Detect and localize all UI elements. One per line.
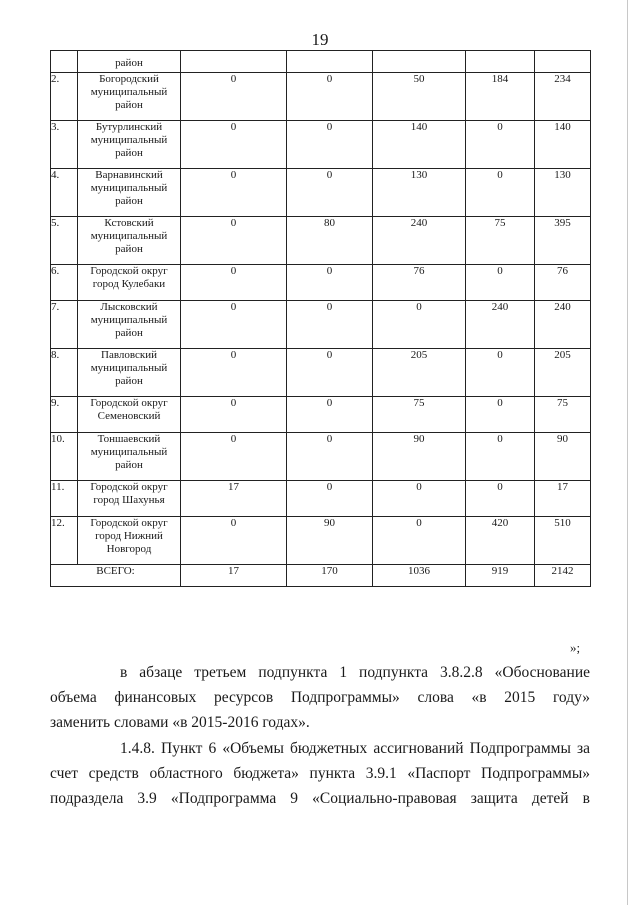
table-cell-value: 0: [466, 265, 535, 301]
table-cell-num: 11.: [51, 481, 78, 517]
table-cell-name: [78, 169, 181, 217]
table-cell-value: 17: [535, 481, 591, 517]
table-cell-value: 90: [373, 433, 466, 481]
table-cell-value: 0: [287, 397, 373, 433]
table-cell-value: 0: [287, 121, 373, 169]
table-cell-value: 50: [373, 73, 466, 121]
table-cell-name-line: муниципальный: [90, 362, 168, 374]
table-cell-name-line: город Нижний: [95, 530, 163, 542]
table-cell-value: 0: [181, 265, 287, 301]
table-cell-value: 90: [535, 433, 591, 481]
total-label: ВСЕГО:: [51, 565, 181, 587]
table-cell-value: 0: [287, 169, 373, 217]
table-cell-name-line: район: [115, 195, 143, 207]
table-cell-value: 0: [181, 217, 287, 265]
table-cell-num: 12.: [51, 517, 78, 565]
page-number: 19: [311, 30, 329, 49]
table-cell-value: 0: [373, 301, 466, 349]
closing-quote-mark: »;: [570, 640, 581, 655]
table-cell-value: 0: [466, 349, 535, 397]
paragraph-line: подраздела 3.9 «Подпрограмма 9 «Социально-правовая защита детей в: [50, 790, 590, 807]
table-cell-value: 0: [466, 481, 535, 517]
table-cell-value: 205: [535, 349, 591, 397]
table-cell-value: 240: [373, 217, 466, 265]
table-cell-value: 0: [181, 121, 287, 169]
table-cell-name-line: муниципальный: [90, 230, 168, 242]
table-cell-name-line: Городской округ: [90, 481, 168, 493]
table-cell-num: 5.: [51, 217, 78, 265]
table-cell-value: 80: [287, 217, 373, 265]
table-cell: [373, 51, 466, 73]
table-cell-value: 0: [181, 169, 287, 217]
paragraph-line: в абзаце третьем подпункта 1 подпункта 3.8.2.8 «Обоснование: [120, 664, 590, 681]
table-cell-value: 205: [373, 349, 466, 397]
scan-edge-line: [627, 0, 628, 905]
table-cell-name-line: Городской округ: [90, 397, 168, 409]
table-cell-num: 3.: [51, 121, 78, 169]
table-cell-name-line: Новгород: [106, 543, 152, 555]
table-cell-value: 140: [535, 121, 591, 169]
table-cell-value: 0: [181, 301, 287, 349]
table-cell-num: 2.: [51, 73, 78, 121]
table-cell-num: 6.: [51, 265, 78, 301]
table-cell-value: 0: [466, 169, 535, 217]
table-cell-value: 90: [287, 517, 373, 565]
table-cell-value: 17: [181, 481, 287, 517]
paragraph-line: счет средств областного бюджета» пункта 3.9.1 «Паспорт Подпрограммы»: [50, 765, 590, 782]
total-value: 1036: [373, 565, 466, 587]
paragraph-line: объема финансовых ресурсов Подпрограммы» слова «в 2015 году»: [50, 689, 590, 706]
table-cell-name-line: Городской округ: [90, 265, 168, 277]
table-row: [51, 217, 591, 265]
table-cell-value: 510: [535, 517, 591, 565]
table-cell-name-line: город Шахунья: [93, 494, 165, 506]
paragraph-line: заменить словами «в 2015-2016 годах».: [50, 714, 310, 731]
table-cell: [535, 51, 591, 73]
table-row: [51, 481, 591, 517]
table-cell-value: 0: [287, 481, 373, 517]
table-cell-value: 240: [535, 301, 591, 349]
paragraph-item-148: [50, 736, 590, 811]
table-cell-value: 0: [466, 121, 535, 169]
table-cell-value: 0: [466, 397, 535, 433]
table-cell-num: 7.: [51, 301, 78, 349]
table-row: [51, 73, 591, 121]
table-cell-name-line: район: [115, 375, 143, 387]
total-value: 2142: [535, 565, 591, 587]
table-cell-name-line: Богородский: [99, 73, 159, 85]
budget-table: [50, 50, 591, 587]
table-cell-name-line: Варнавинский: [95, 169, 163, 181]
table-cell-value: 140: [373, 121, 466, 169]
table-cell-value: 0: [287, 301, 373, 349]
table-cell-name: [78, 73, 181, 121]
table-cell-name: район: [78, 51, 181, 73]
table-cell-value: 0: [181, 433, 287, 481]
table-cell-name: [78, 349, 181, 397]
table-cell-value: 75: [535, 397, 591, 433]
table-cell-name: [78, 121, 181, 169]
table-cell-value: 0: [181, 349, 287, 397]
table-cell-value: 184: [466, 73, 535, 121]
table-cell-value: 76: [373, 265, 466, 301]
table-cell-num: [51, 51, 78, 73]
table-cell-name-line: город Кулебаки: [92, 278, 166, 290]
table-row: [51, 397, 591, 433]
table-body: [51, 51, 591, 587]
table-cell-name-line: Бутурлинский: [95, 121, 163, 133]
table-cell-num: 8.: [51, 349, 78, 397]
table-row: [51, 169, 591, 217]
table-row: [51, 517, 591, 565]
total-value: 919: [466, 565, 535, 587]
table-cell-name: [78, 265, 181, 301]
table-cell-name-line: муниципальный: [90, 134, 168, 146]
table-row: [51, 349, 591, 397]
table-cell: [181, 51, 287, 73]
table-cell-name-line: муниципальный: [90, 446, 168, 458]
table-cell-value: 0: [181, 73, 287, 121]
table-cell-value: 75: [466, 217, 535, 265]
paragraph-line: 1.4.8. Пункт 6 «Объемы бюджетных ассигнований Подпрограммы за: [120, 740, 590, 757]
table-cell-value: 0: [181, 397, 287, 433]
table-cell-value: 0: [373, 517, 466, 565]
table-cell-value: 130: [535, 169, 591, 217]
total-value: 17: [181, 565, 287, 587]
table-cell-name-line: Павловский: [101, 349, 157, 361]
table-cell-name-line: район: [115, 243, 143, 255]
table-cell-value: 76: [535, 265, 591, 301]
table-cell-name: [78, 481, 181, 517]
table-cell-num: 4.: [51, 169, 78, 217]
table-cell-value: 395: [535, 217, 591, 265]
table-row: [51, 433, 591, 481]
table-row: [51, 265, 591, 301]
table-cell-value: 130: [373, 169, 466, 217]
table-cell-name: [78, 517, 181, 565]
table-cell-name: [78, 301, 181, 349]
table-cell-name-line: район: [115, 459, 143, 471]
table-cell-value: 0: [287, 265, 373, 301]
table-cell-value: 0: [287, 73, 373, 121]
table-cell-num: 10.: [51, 433, 78, 481]
table-cell-name-line: Кстовский: [104, 217, 154, 229]
table-cell-name: [78, 433, 181, 481]
table-cell-name-line: район: [115, 147, 143, 159]
table-cell-value: 75: [373, 397, 466, 433]
table-row-total: [51, 565, 591, 587]
table-cell-value: 0: [466, 433, 535, 481]
table-cell-name-line: район: [115, 99, 143, 111]
table-cell-name-line: Городской округ: [90, 517, 168, 529]
table-cell-value: 0: [287, 433, 373, 481]
table-row-continued: [51, 51, 591, 73]
table-cell-name-line: муниципальный: [90, 314, 168, 326]
table-cell-value: 240: [466, 301, 535, 349]
table-cell-name-line: муниципальный: [90, 86, 168, 98]
table-cell-value: 0: [181, 517, 287, 565]
total-value: 170: [287, 565, 373, 587]
table-cell: [287, 51, 373, 73]
table-cell-value: 420: [466, 517, 535, 565]
table-row: [51, 121, 591, 169]
table-cell-name-line: Семеновский: [97, 410, 161, 422]
table-cell-name-line: район: [115, 327, 143, 339]
table-cell: [466, 51, 535, 73]
table-cell-name-line: Тоншаевский: [97, 433, 161, 445]
table-row: [51, 301, 591, 349]
table-cell-name-line: муниципальный: [90, 182, 168, 194]
paragraph-amendment-3828: [50, 660, 590, 735]
table-cell-name: [78, 397, 181, 433]
table-cell-name-line: Лысковский: [100, 301, 158, 313]
table-cell-value: 234: [535, 73, 591, 121]
table-cell-value: 0: [373, 481, 466, 517]
table-cell-name: [78, 217, 181, 265]
table-cell-value: 0: [287, 349, 373, 397]
table-cell-num: 9.: [51, 397, 78, 433]
